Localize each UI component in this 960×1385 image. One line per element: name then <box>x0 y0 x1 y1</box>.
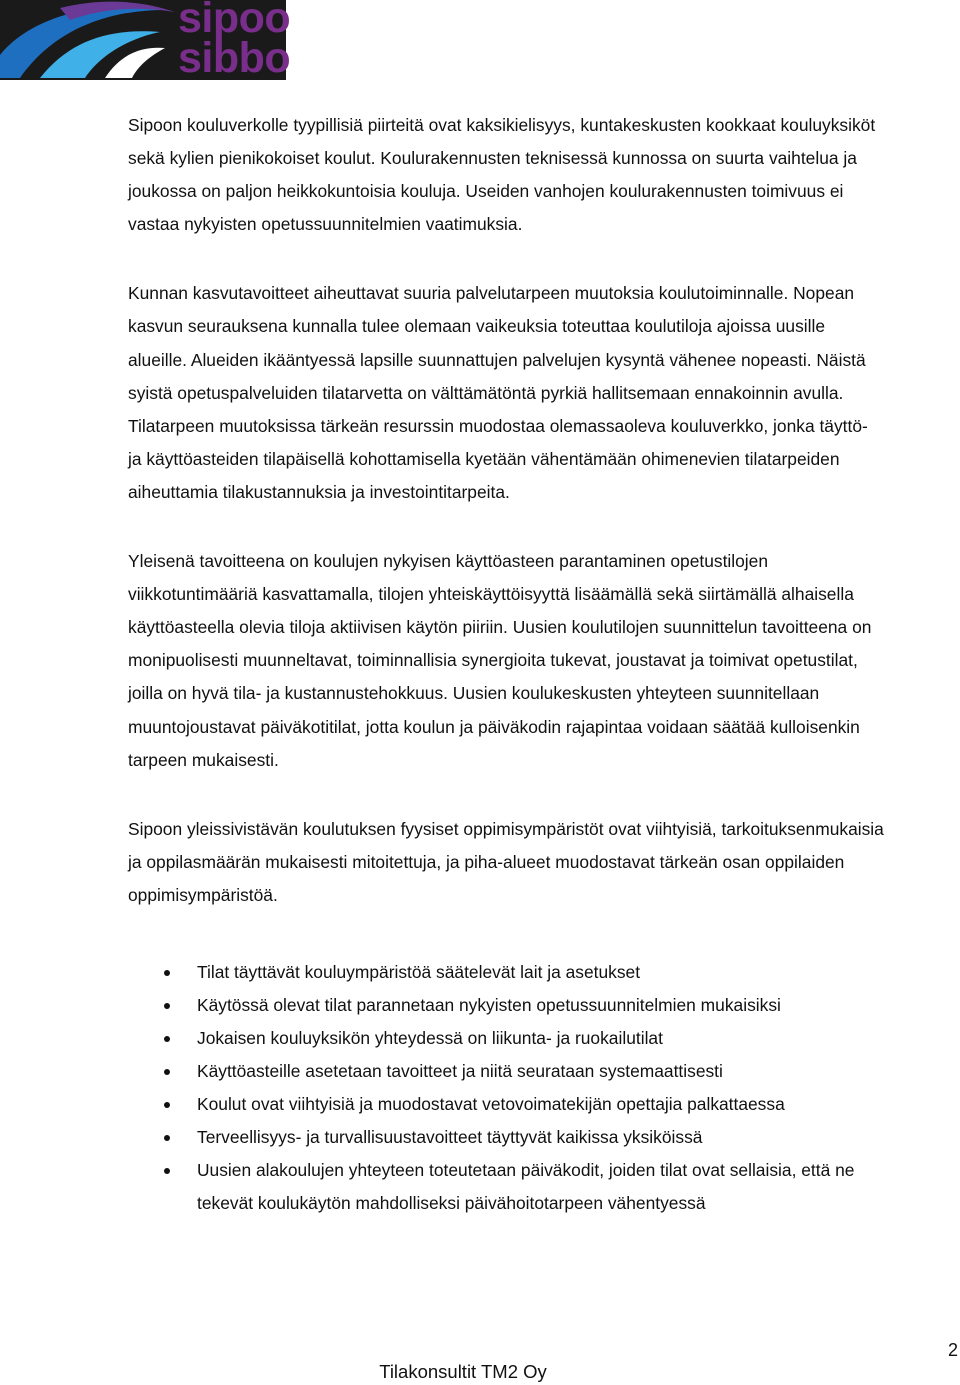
list-item-text: Käytössä olevat tilat parannetaan nykyisten opetussuunnitelmien mukaisiksi <box>197 994 781 1015</box>
list-item <box>128 1088 927 1121</box>
paragraph-line: ja käyttöasteiden tilapäisellä kohottamisella kyetään vähentämään ohimenevien tilatarpeiden <box>128 448 840 469</box>
list-item <box>128 989 927 1022</box>
list-item-text: Koulut ovat viihtyisiä ja muodostavat vetovoimatekijän opettajia palkattaessa <box>197 1093 785 1114</box>
logo-word-sipoo: sipoo <box>178 0 291 42</box>
list-item <box>128 1055 927 1088</box>
paragraph-line: muuntojoustavat päiväkotitilat, jotta koulun ja päiväkodin rajapintaa voidaan säätää kulloisenkin <box>128 716 860 737</box>
paragraph-line: Tilatarpeen muutoksissa tärkeän resurssin muodostaa olemassaoleva kouluverkko, jonka täyttö- <box>128 415 868 436</box>
paragraph <box>128 545 958 777</box>
paragraph-line: kasvun seurauksena kunnalla tulee olemaan vaikeuksia toteuttaa koulutiloja ajoissa uusille <box>128 316 826 337</box>
paragraph-line: oppimisympäristöä. <box>128 884 278 905</box>
bullet-dot-icon <box>164 970 170 976</box>
paragraph-line: käyttöasteella olevia tiloja aktiivisen käytön piiriin. Uusien koulutilojen suunnittelun tavoitteena on <box>128 617 872 638</box>
paragraph-line: joukossa on paljon heikkokuntoisia kouluja. Useiden vanhojen koulurakennusten toimivuus ei <box>128 181 844 202</box>
bullet-dot-icon <box>164 1003 170 1009</box>
page-number: 2 <box>947 1340 958 1360</box>
footer-company: Tilakonsultit TM2 Oy <box>379 1361 547 1382</box>
paragraph-line: sekä kylien pienikokoiset koulut. Koulurakennusten teknisessä kunnossa on suurta vaihtelua ja <box>128 148 857 169</box>
paragraph-line: alueille. Alueiden ikääntyessä lapsille suunnattujen palvelujen kysyntä vähenee nopeasti. Näistä <box>128 349 866 370</box>
list-item-text: Käyttöasteille asetetaan tavoitteet ja niitä seurataan systemaattisesti <box>197 1060 723 1081</box>
list-item-text: Jokaisen kouluyksikön yhteydessä on liikunta- ja ruokailutilat <box>197 1027 663 1048</box>
list-item-text: Tilat täyttävät kouluympäristöä säätelevät lait ja asetukset <box>197 961 641 982</box>
bullet-dot-icon <box>164 1036 170 1042</box>
paragraph-line: Sipoon yleissivistävän koulutuksen fyysiset oppimisympäristöt ovat viihtyisiä, tarkoituksenmukaisia <box>128 818 884 839</box>
paragraph <box>128 277 958 509</box>
list-item <box>128 1022 927 1055</box>
paragraph-line: monipuolisesti muunneltavat, toiminnallisia synergioita tukevat, joustavat ja toimivat opetustilat, <box>128 650 858 671</box>
paragraph <box>128 813 958 912</box>
list-item <box>128 1121 927 1154</box>
sipoo-sibbo-logo <box>0 0 291 82</box>
goal-bullet-list <box>128 956 958 1220</box>
logo-word-sibbo: sibbo <box>178 34 291 82</box>
bullet-dot-icon <box>164 1168 170 1174</box>
paragraph-line: joilla on hyvä tila- ja kustannustehokkuus. Uusien koulukeskusten yhteyteen suunnitellaan <box>128 683 820 704</box>
paragraph-line: vastaa nykyisten opetussuunnitelmien vaatimuksia. <box>128 214 523 235</box>
paragraph-line: Yleisenä tavoitteena on koulujen nykyisen käyttöasteen parantaminen opetustilojen <box>128 551 769 572</box>
paragraph-line: tarpeen mukaisesti. <box>128 749 279 770</box>
paragraph-line: Sipoon kouluverkolle tyypillisiä piirteitä ovat kaksikielisyys, kuntakeskusten kookkaat kouluyksiköt <box>128 115 876 135</box>
paragraph-line: Kunnan kasvutavoitteet aiheuttavat suuria palvelutarpeen muutoksia koulutoiminnalle. Nopean <box>128 283 855 304</box>
paragraph-line: ja oppilasmäärän mukaisesti mitoitettuja, ja piha-alueet muodostavat tärkeän osan oppilaiden <box>128 851 845 872</box>
list-item-text: Terveellisyys- ja turvallisuustavoitteet täyttyvät kaikissa yksiköissä <box>197 1126 703 1147</box>
paragraph-line: viikkotuntimääriä kasvattamalla, tilojen yhteiskäyttöisyyttä lisäämällä sekä siirtämällä alhaisella <box>128 584 854 605</box>
bullet-dot-icon <box>164 1102 170 1108</box>
paragraph <box>128 109 958 241</box>
document-body <box>128 109 958 1220</box>
list-item <box>128 1154 927 1220</box>
list-item-text: Uusien alakoulujen yhteyteen toteutetaan päiväkodit, joiden tilat ovat sellaisia, että ne <box>197 1159 855 1180</box>
list-item <box>128 956 927 989</box>
paragraph-line: aiheuttamia tilakustannuksia ja investointitarpeita. <box>128 481 510 502</box>
paragraph-line: syistä opetuspalveluiden tilatarvetta on välttämätöntä pyrkiä hallitsemaan ennakoinnin avulla. <box>128 382 844 403</box>
bullet-dot-icon <box>164 1069 170 1075</box>
paragraphs <box>128 109 958 912</box>
bullet-dot-icon <box>164 1135 170 1141</box>
list-item-text: tekevät koulukäytön mahdolliseksi päivähoitotarpeen vähentyessä <box>197 1192 706 1213</box>
